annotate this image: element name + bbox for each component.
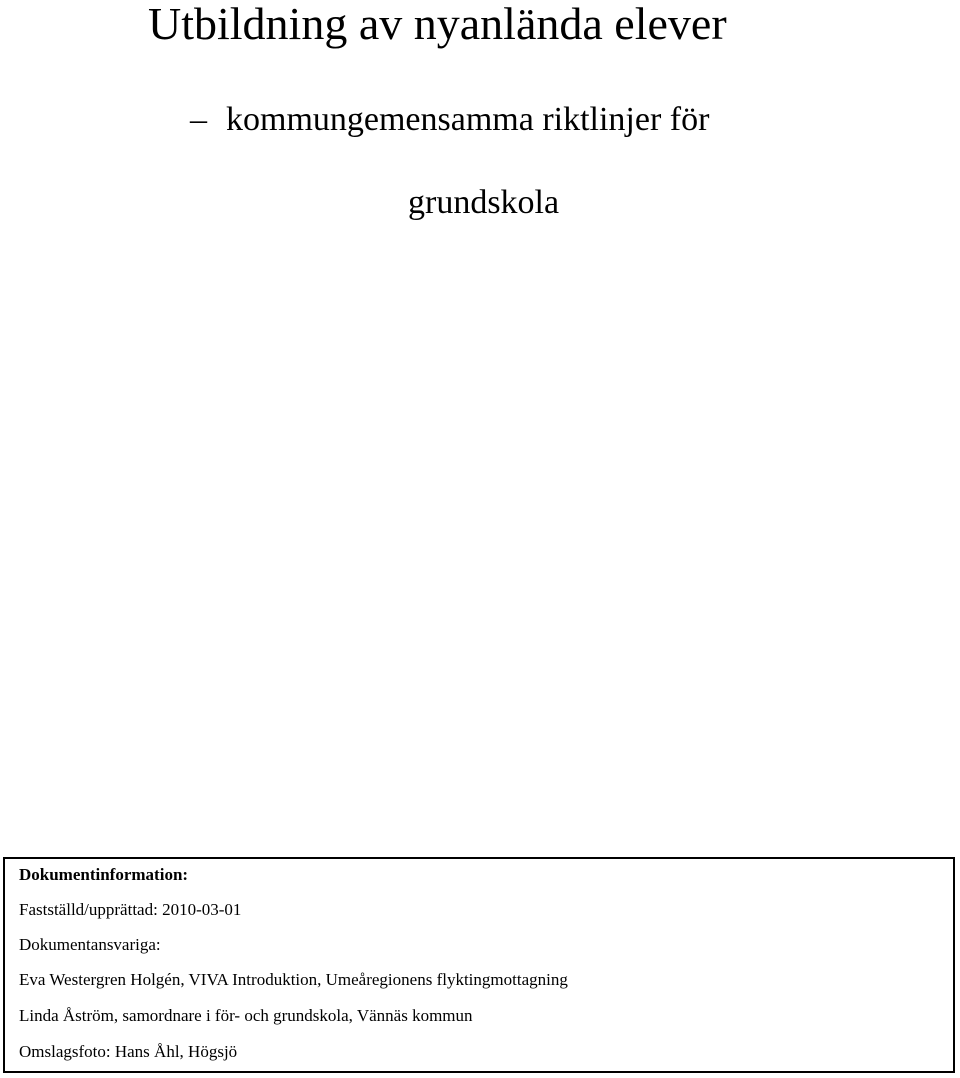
info-cover-photo-credit: Omslagsfoto: Hans Åhl, Högsjö xyxy=(19,1042,238,1061)
info-responsible-person-2: Linda Åström, samordnare i för- och grundskola, Vännäs kommun xyxy=(19,1006,473,1025)
document-info-box xyxy=(3,857,955,1073)
subtitle-line-1 xyxy=(190,100,709,140)
info-responsible-person-1: Eva Westergren Holgén, VIVA Introduktion, Umeåregionens flyktingmottagning xyxy=(19,970,568,989)
info-heading: Dokumentinformation: xyxy=(19,865,189,884)
subtitle-line-2: grundskola xyxy=(408,184,560,221)
info-established-date: Fastställd/upprättad: 2010-03-01 xyxy=(19,900,242,919)
subtitle-dash: – xyxy=(190,101,207,138)
info-responsible-label: Dokumentansvariga: xyxy=(19,935,161,954)
subtitle-text-1: kommungemensamma riktlinjer för xyxy=(226,101,710,138)
document-title: Utbildning av nyanlända elever xyxy=(148,0,727,49)
